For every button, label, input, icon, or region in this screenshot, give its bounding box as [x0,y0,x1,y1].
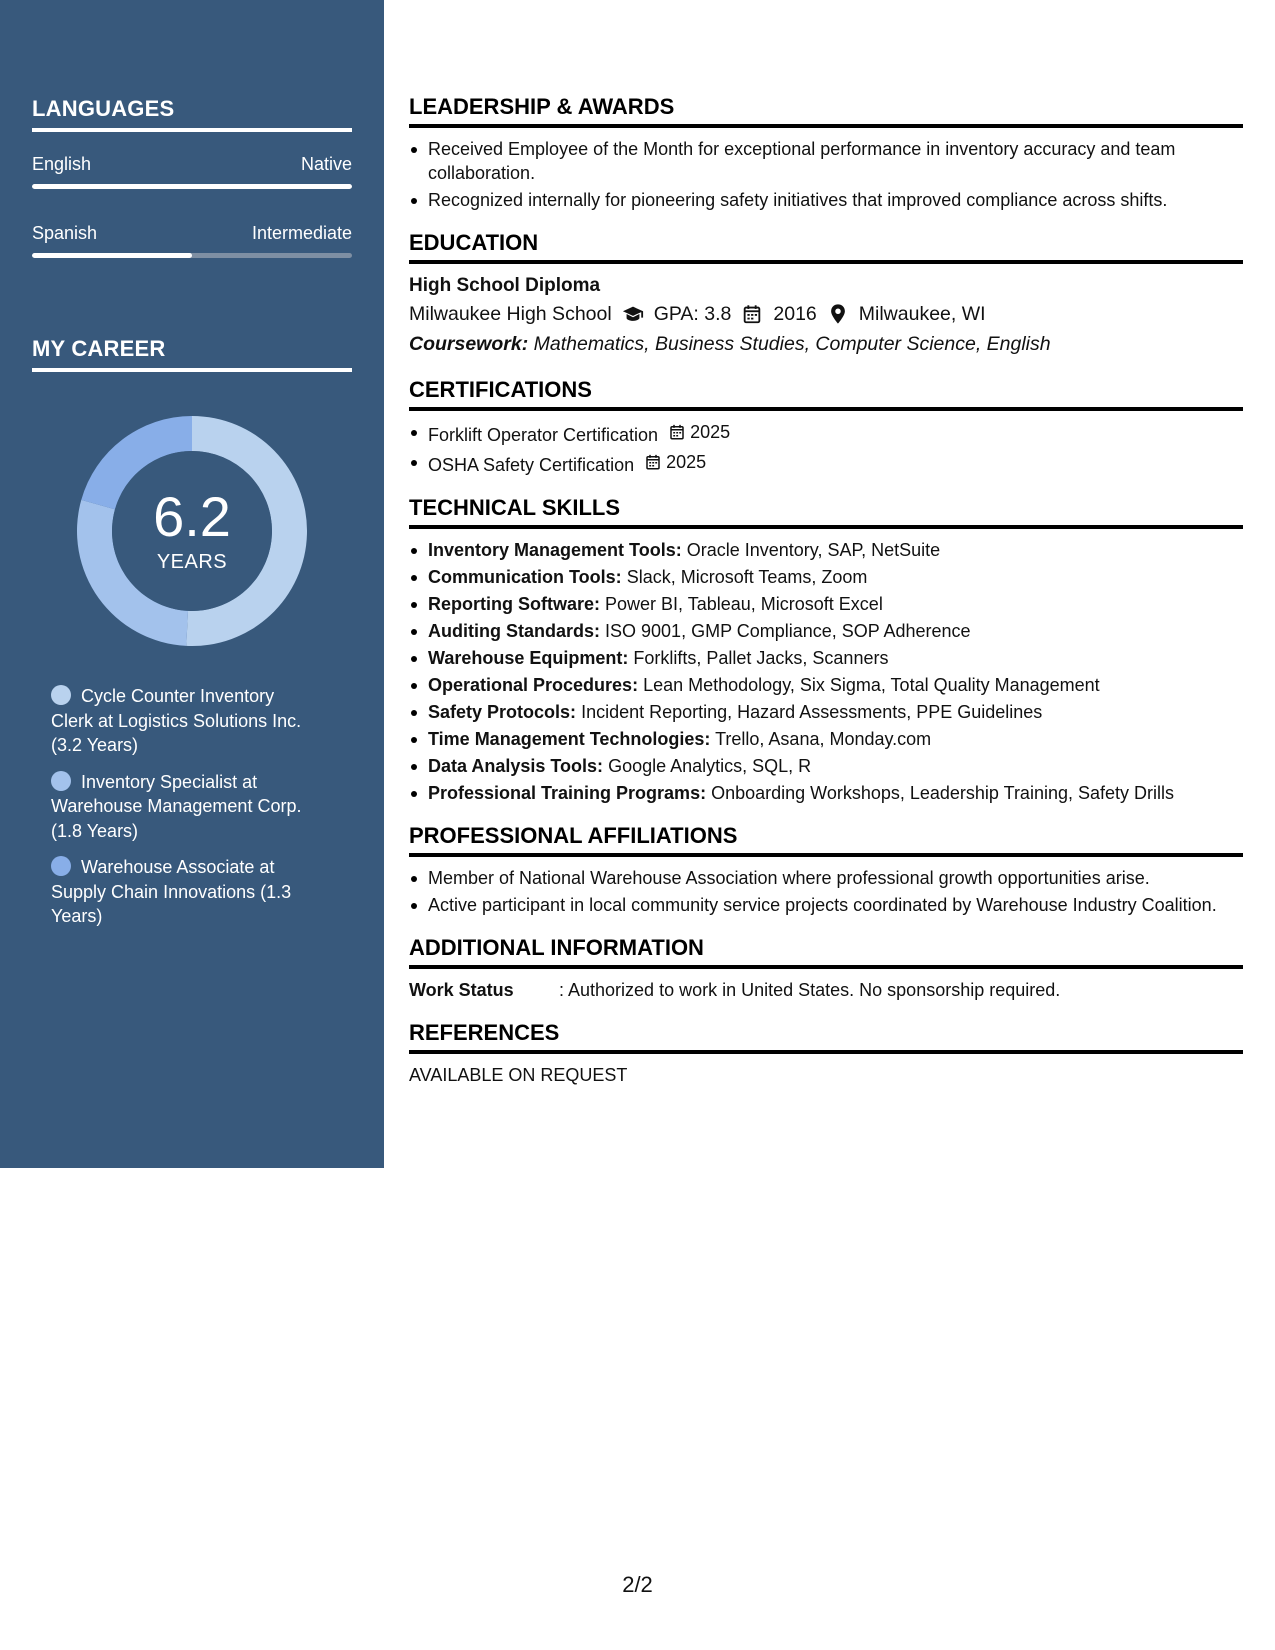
skill-label: Inventory Management Tools: [428,540,682,560]
info-key: Work Status [409,980,514,1000]
skill-item [409,592,1243,616]
page-number: 2/2 [622,1572,653,1597]
references-text: AVAILABLE ON REQUEST [409,1065,628,1085]
cert-year: 2025 [666,452,707,472]
edu-location: Milwaukee, WI [858,303,986,325]
edu-details [409,299,1243,329]
career-item [51,684,312,758]
section-heading: REFERENCES [409,1020,1243,1054]
skill-label: Reporting Software: [428,594,601,614]
section-heading: ADDITIONAL INFORMATION [409,935,1243,969]
edu-school: Milwaukee High School [409,303,612,325]
skill-value: Lean Methodology, Six Sigma, Total Quality Management [643,675,1100,695]
section-heading: TECHNICAL SKILLS [409,495,1243,529]
career-item [51,855,312,929]
references-section [409,1020,1243,1087]
additional-info-section [409,935,1243,1002]
career-dot-icon [51,856,71,876]
language-english [32,154,352,189]
list-item: Recognized internally for pioneering safety initiatives that improved compliance across shifts. [409,188,1243,212]
edu-gpa: GPA: 3.8 [653,303,732,325]
career-dot-icon [51,771,71,791]
list-item [409,420,1243,447]
coursework-label: Coursework: [409,333,529,355]
skill-label: Time Management Technologies: [428,729,711,749]
skill-label: Safety Protocols: [428,702,577,722]
list-item: Member of National Warehouse Association where professional growth opportunities arise. [409,866,1243,890]
language-name: Spanish [32,223,98,243]
education-section [409,230,1243,359]
career-total-value: 6.2 [153,484,231,548]
skill-label: Warehouse Equipment: [428,648,629,668]
career-dot-icon [51,685,71,705]
skill-item [409,646,1243,670]
skill-item [409,727,1243,751]
language-spanish [32,223,352,258]
career-total-unit: YEARS [156,550,228,573]
career-item-text: Cycle Counter Inventory Clerk at Logistics Solutions Inc. (3.2 Years) [51,686,302,755]
section-heading: EDUCATION [409,230,1243,264]
edu-coursework [409,329,1243,359]
skill-value: Trello, Asana, Monday.com [715,729,932,749]
cert-year: 2025 [690,422,731,442]
leadership-section [409,94,1243,212]
skill-label: Data Analysis Tools: [428,756,604,776]
donut-center [77,416,307,646]
skill-value: Forklifts, Pallet Jacks, Scanners [633,648,889,668]
skill-label: Professional Training Programs: [428,783,707,803]
skill-item [409,754,1243,778]
language-level: Intermediate [251,223,352,243]
language-bar [32,253,352,258]
skill-item [409,619,1243,643]
career-donut-chart [77,416,307,646]
skills-section [409,495,1243,805]
list-item [409,450,1243,477]
section-heading: CERTIFICATIONS [409,377,1243,411]
skill-label: Auditing Standards: [428,621,600,641]
section-heading: LEADERSHIP & AWARDS [409,94,1243,128]
calendar-icon [741,303,763,325]
career-item-text: Warehouse Associate at Supply Chain Innovations (1.3 Years) [51,857,292,926]
career-heading: MY CAREER [32,336,352,372]
language-bar [32,184,352,189]
career-donut-wrap [32,416,352,646]
skill-item [409,781,1243,805]
skill-value: Slack, Microsoft Teams, Zoom [626,567,868,587]
language-name: English [32,154,92,174]
skill-value: Onboarding Workshops, Leadership Training, Safety Drills [711,783,1174,803]
main-content [409,94,1243,1105]
skill-value: Power BI, Tableau, Microsoft Excel [605,594,883,614]
cert-name: Forklift Operator Certification [428,425,659,445]
skill-label: Operational Procedures: [428,675,639,695]
calendar-icon [644,453,662,471]
skill-label: Communication Tools: [428,567,622,587]
skill-value: ISO 9001, GMP Compliance, SOP Adherence [605,621,971,641]
coursework-value: Mathematics, Business Studies, Computer Science, English [533,333,1051,355]
skill-item [409,700,1243,724]
calendar-icon [668,423,686,441]
info-value: : Authorized to work in United States. No sponsorship required. [559,980,1061,1000]
skill-item [409,565,1243,589]
list-item: Active participant in local community service projects coordinated by Warehouse Industry Coalition. [409,893,1243,917]
language-bar-fill [32,253,192,258]
certifications-section [409,377,1243,477]
list-item: Received Employee of the Month for exceptional performance in inventory accuracy and team collaboration. [409,137,1243,185]
graduation-cap-icon [622,303,644,325]
cert-name: OSHA Safety Certification [428,455,635,475]
language-bar-fill [32,184,352,189]
skill-value: Incident Reporting, Hazard Assessments, PPE Guidelines [581,702,1043,722]
affiliations-section [409,823,1243,917]
skill-value: Oracle Inventory, SAP, NetSuite [686,540,941,560]
languages-heading: LANGUAGES [32,96,352,132]
career-list [32,684,312,929]
location-pin-icon [827,303,849,325]
edu-year: 2016 [773,303,817,325]
skill-item [409,538,1243,562]
info-row [409,978,1243,1002]
section-heading: PROFESSIONAL AFFILIATIONS [409,823,1243,857]
edu-degree: High School Diploma [409,275,601,296]
career-item [51,770,312,844]
language-level: Native [300,154,352,174]
skill-item [409,673,1243,697]
skill-value: Google Analytics, SQL, R [608,756,812,776]
career-item-text: Inventory Specialist at Warehouse Management Corp. (1.8 Years) [51,771,302,841]
sidebar [0,0,384,1168]
